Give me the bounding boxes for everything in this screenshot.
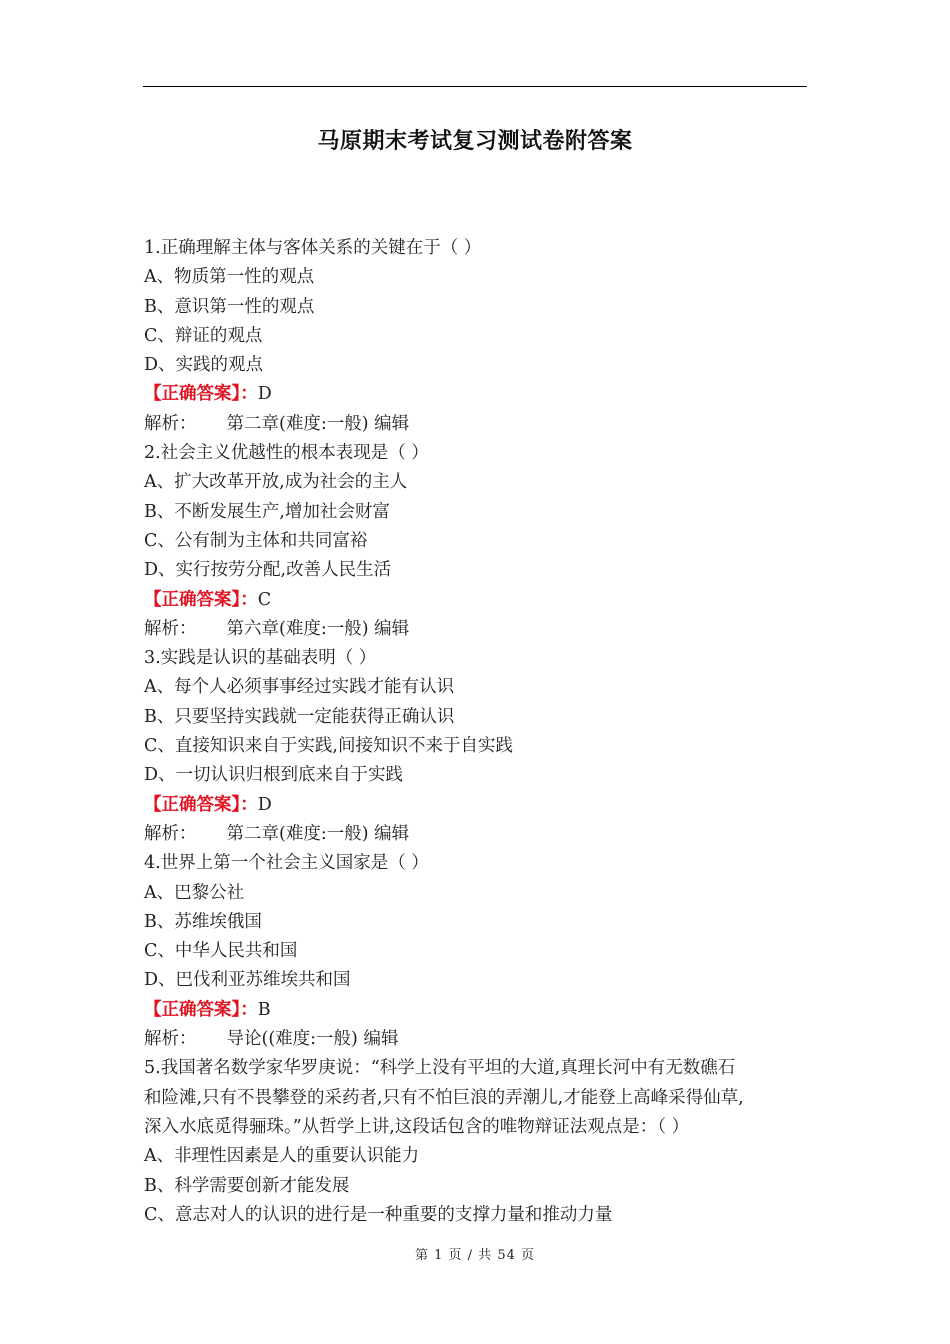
option-b: B、不断发展生产,增加社会财富 (144, 501, 390, 522)
option-a: A、巴黎公社 (144, 882, 245, 903)
answer-value: D (257, 794, 272, 815)
analysis-row (144, 615, 812, 644)
header-rule (143, 86, 807, 87)
question-2 (144, 439, 812, 644)
analysis-label: 解析： (144, 1029, 197, 1050)
option-b: B、意识第一性的观点 (144, 296, 315, 317)
question-stem-line: 和险滩,只有不畏攀登的采药者,只有不怕巨浪的弄潮儿,才能登上高峰采得仙草, (144, 1087, 744, 1108)
analysis-label: 解析： (144, 618, 197, 639)
question-stem-line: 5.我国著名数学家华罗庚说：“科学上没有平坦的大道,真理长河中有无数礁石 (144, 1058, 736, 1079)
answer-label: 【正确答案】： (144, 589, 258, 610)
option-d: D、一切认识归根到底来自于实践 (144, 765, 404, 786)
option-b: B、只要坚持实践就一定能获得正确认识 (144, 706, 455, 727)
option-b: B、科学需要创新才能发展 (144, 1175, 350, 1196)
option-d: D、实行按劳分配,改善人民生活 (144, 560, 392, 581)
analysis-text: 第六章(难度:一般) 编辑 (226, 618, 410, 639)
question-3 (144, 644, 812, 849)
analysis-row (144, 1025, 812, 1054)
answer-label: 【正确答案】： (144, 384, 258, 405)
question-list (144, 234, 812, 1230)
analysis-row (144, 410, 812, 439)
question-stem: 3.实践是认识的基础表明（ ） (144, 648, 377, 669)
option-a: A、扩大改革开放,成为社会的主人 (144, 472, 408, 493)
analysis-text: 第二章(难度:一般) 编辑 (226, 823, 410, 844)
document-title: 马原期末考试复习测试卷附答案 (317, 129, 633, 154)
question-stem-line: 深入水底觅得骊珠。”从哲学上讲,这段话包含的唯物辩证法观点是：（ ） (144, 1116, 690, 1137)
answer-value: B (257, 999, 271, 1020)
analysis-label: 解析： (144, 413, 197, 434)
analysis-label: 解析： (144, 823, 197, 844)
answer-value: D (257, 384, 272, 405)
option-d: D、实践的观点 (144, 355, 264, 376)
option-a: A、物质第一性的观点 (144, 267, 315, 288)
analysis-text: 导论((难度:一般) 编辑 (226, 1029, 399, 1050)
answer-value: C (257, 589, 272, 610)
option-b: B、苏维埃俄国 (144, 911, 262, 932)
question-5 (144, 1054, 812, 1230)
analysis-row (144, 820, 812, 849)
answer-row (144, 586, 812, 615)
option-d: D、巴伐利亚苏维埃共和国 (144, 970, 351, 991)
question-stem: 4.世界上第一个社会主义国家是（ ） (144, 853, 429, 874)
answer-row (144, 791, 812, 820)
option-a: A、每个人必须事事经过实践才能有认识 (144, 677, 455, 698)
question-stem: 2.社会主义优越性的根本表现是（ ） (144, 443, 429, 464)
answer-row (144, 380, 812, 409)
answer-label: 【正确答案】： (144, 999, 258, 1020)
option-c: C、中华人民共和国 (144, 941, 298, 962)
question-1 (144, 234, 812, 439)
page-footer: 第 1 页 / 共 54 页 (415, 1248, 535, 1263)
option-c: C、意志对人的认识的进行是一种重要的支撑力量和推动力量 (144, 1204, 613, 1225)
question-4 (144, 849, 812, 1054)
answer-label: 【正确答案】： (144, 794, 258, 815)
answer-row (144, 996, 812, 1025)
option-c: C、辩证的观点 (144, 325, 263, 346)
option-a: A、非理性因素是人的重要认识能力 (144, 1146, 420, 1167)
option-c: C、直接知识来自于实践,间接知识不来于自实践 (144, 736, 513, 757)
analysis-text: 第二章(难度:一般) 编辑 (226, 413, 410, 434)
question-stem: 1.正确理解主体与客体关系的关键在于（ ） (144, 238, 482, 258)
option-c: C、公有制为主体和共同富裕 (144, 530, 368, 551)
